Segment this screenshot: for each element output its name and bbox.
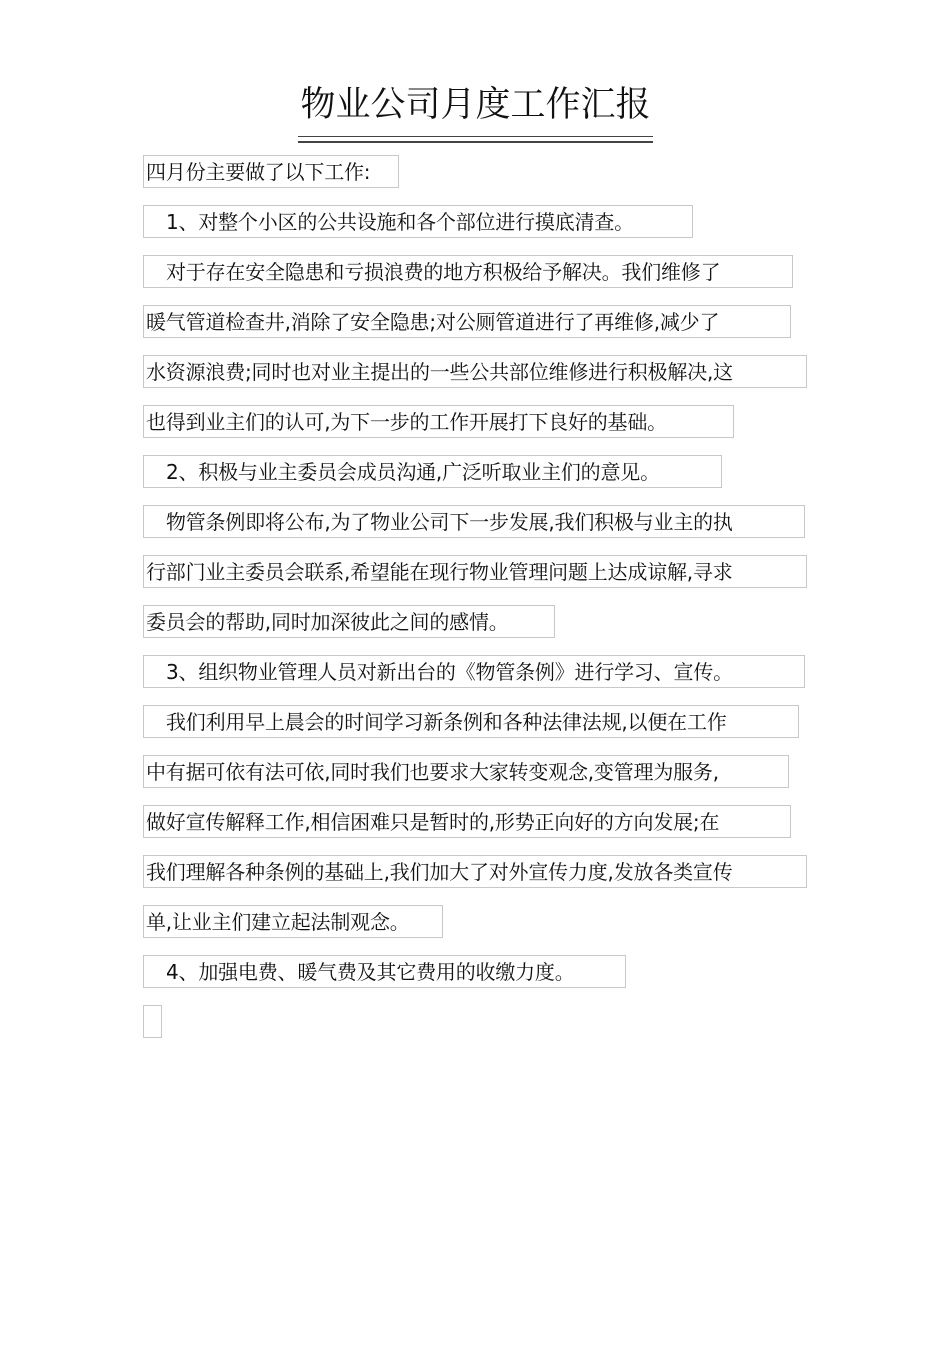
paragraph-line: 水资源浪费;同时也对业主提出的一些公共部位维修进行积极解决,这 — [143, 355, 807, 388]
paragraph-line: 我们利用早上晨会的时间学习新条例和各种法律法规,以便在工作 — [143, 705, 799, 738]
document-title: 物业公司月度工作汇报 — [300, 85, 651, 125]
paragraph-line: 单,让业主们建立起法制观念。 — [143, 905, 443, 938]
section-3-heading: 3、组织物业管理人员对新出台的《物管条例》进行学习、宣传。 — [143, 655, 805, 688]
paragraph-line: 物管条例即将公布,为了物业公司下一步发展,我们积极与业主的执 — [143, 505, 805, 538]
intro-line: 四月份主要做了以下工作: — [143, 155, 399, 188]
paragraph-line: 做好宣传解释工作,相信困难只是暂时的,形势正向好的方向发展;在 — [143, 805, 791, 838]
section-2-heading: 2、积极与业主委员会成员沟通,广泛听取业主们的意见。 — [143, 455, 722, 488]
section-4-heading: 4、加强电费、暖气费及其它费用的收缴力度。 — [143, 955, 626, 988]
paragraph-line: 中有据可依有法可依,同时我们也要求大家转变观念,变管理为服务, — [143, 755, 789, 788]
paragraph-line: 也得到业主们的认可,为下一步的工作开展打下良好的基础。 — [143, 405, 734, 438]
title-underline — [298, 136, 653, 143]
paragraph-line: 暖气管道检查井,消除了安全隐患;对公厕管道进行了再维修,减少了 — [143, 305, 791, 338]
paragraph-line: 行部门业主委员会联系,希望能在现行物业管理问题上达成谅解,寻求 — [143, 555, 807, 588]
document-title-block — [298, 82, 653, 144]
paragraph-line: 委员会的帮助,同时加深彼此之间的感情。 — [143, 605, 555, 638]
empty-paragraph — [143, 1005, 162, 1038]
section-1-heading: 1、对整个小区的公共设施和各个部位进行摸底清查。 — [143, 205, 693, 238]
paragraph-line: 对于存在安全隐患和亏损浪费的地方积极给予解决。我们维修了 — [143, 255, 793, 288]
paragraph-line: 我们理解各种条例的基础上,我们加大了对外宣传力度,发放各类宣传 — [143, 855, 807, 888]
